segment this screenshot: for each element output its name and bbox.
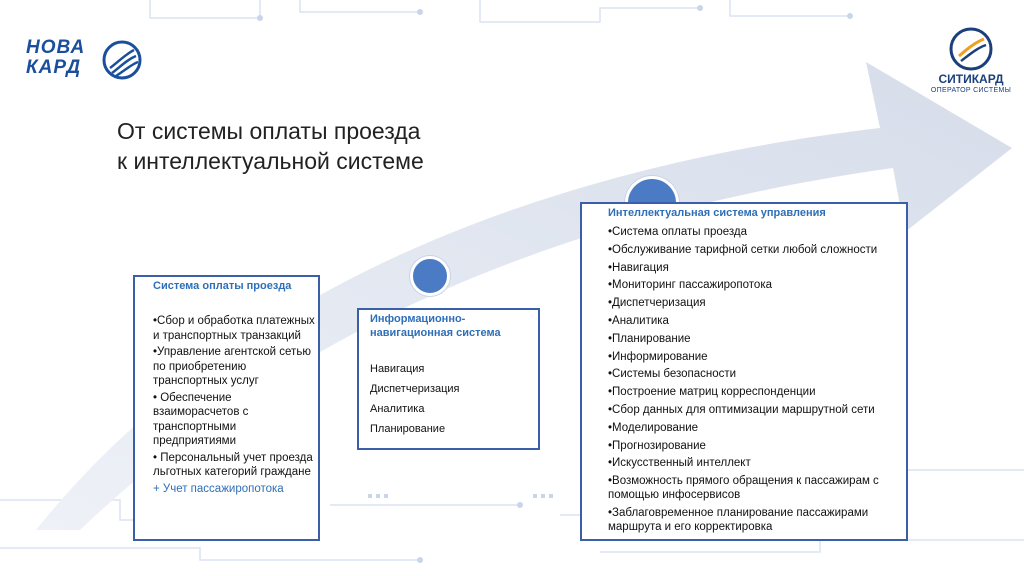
page-title: [117, 116, 424, 176]
box-title: Система оплаты проезда: [153, 280, 292, 292]
title-line1: От системы оплаты проезда: [117, 118, 421, 144]
list-item: Навигация: [370, 363, 425, 375]
list-item: •Управление агентской сетью по приобретению транспортных услуг: [153, 346, 311, 387]
list-item: •Навигация: [608, 261, 669, 274]
list-item: •Моделирование: [608, 421, 699, 434]
citycard-logo: [926, 26, 1016, 102]
list-item: Планирование: [370, 423, 446, 435]
list-item: •Системы безопасности: [608, 368, 737, 381]
feature-list: [370, 362, 460, 442]
list-item: •Сбор и обработка платежных и транспортных транзакций: [153, 315, 315, 342]
list-item: •Прогнозирование: [608, 439, 706, 452]
box-title: Интеллектуальная система управления: [608, 207, 826, 219]
globe-icon: [102, 40, 142, 80]
citycard-emblem-icon: [948, 26, 994, 72]
title-line2: к интеллектуальной системе: [117, 148, 424, 174]
citycard-brand: СИТИКАРД: [938, 72, 1004, 86]
list-item: •Обслуживание тарифной сетки любой сложности: [608, 243, 878, 256]
logo-text-line2: КАРД: [26, 57, 82, 78]
list-item: •Заблаговременное планирование пассажирами маршрута и его корректировка: [608, 506, 869, 533]
list-item: •Система оплаты проезда: [608, 226, 748, 238]
citycard-tagline: ОПЕРАТОР СИСТЕМЫ: [930, 87, 1012, 94]
stage-box-payment: [133, 275, 320, 541]
feature-list: [608, 225, 910, 538]
feature-list: [153, 314, 321, 498]
list-item: •Планирование: [608, 332, 691, 345]
stage-box-intelligent: [580, 202, 908, 541]
list-item: •Диспетчеризация: [608, 297, 706, 310]
stage-box-navigation: [357, 308, 540, 450]
list-item-extra: + Учет пассажиропотока: [153, 482, 284, 495]
list-item: •Информирование: [608, 350, 708, 363]
list-item: Диспетчеризация: [370, 383, 460, 395]
list-item: •Аналитика: [608, 314, 669, 327]
list-item: •Построение матриц корреспонденции: [608, 386, 816, 399]
box-title: Информационно-навигационная система: [370, 313, 501, 339]
novacard-logo: [26, 38, 146, 82]
list-item: •Сбор данных для оптимизации маршрутной сети: [608, 403, 875, 416]
list-item: • Обеспечение взаиморасчетов с транспортными предприятиями: [153, 391, 249, 447]
list-item: •Возможность прямого обращения к пассажирам с помощью инфосервисов: [608, 475, 879, 502]
list-item: Аналитика: [370, 403, 425, 415]
list-item: •Мониторинг пассажиропотока: [608, 279, 773, 292]
logo-text-line1: НОВА: [26, 37, 86, 58]
list-item: • Персональный учет проезда льготных категорий граждане: [153, 451, 313, 478]
stage-marker-2: [410, 256, 450, 296]
list-item: •Искусственный интеллект: [608, 457, 751, 470]
